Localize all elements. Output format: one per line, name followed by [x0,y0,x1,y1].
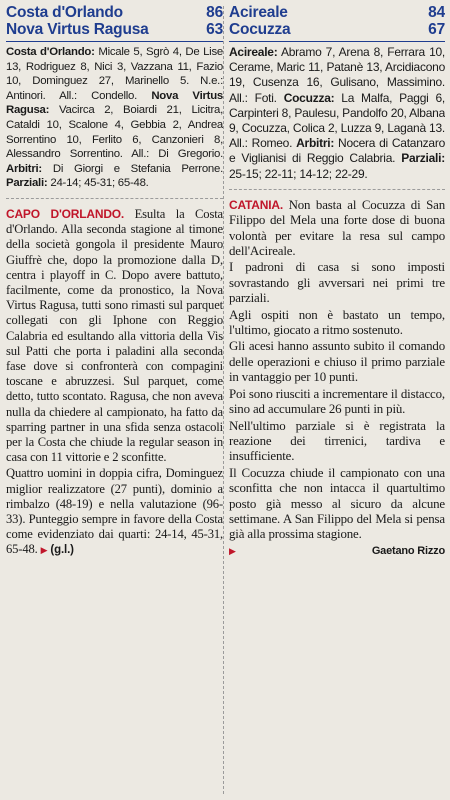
article-text: Non basta al Cocuzza di San Filippo del Mela una forte dose di buona volontà per evitare la resa sul campo dell'Acireale. [229,197,445,259]
team-points: 63 [206,21,223,38]
signature: (g.l.) [50,544,74,557]
team-label: Cocuzza: [283,90,335,105]
byline: Gaetano Rizzo [371,544,445,557]
team-players: Abramo 7, Arena 8, Ferrara 10, Cerame, Maric 11, Patanè 13, Arcidiacono 19, Cusenza 16, Gulisano, Massimino. All.: Foti. [229,45,445,105]
left-column [6,4,223,561]
score-row [6,4,223,21]
team-name: Acireale [229,4,288,21]
byline-row [229,544,445,560]
partials-label: Parziali: [401,151,445,166]
scoreboard-left [6,4,223,38]
article-text: Nell'ultimo parziale si è registrata la reazione dei tirrenici, tardiva e insufficiente. [229,418,445,464]
article-paragraph [229,308,445,339]
tabellino-left [6,45,223,191]
referees: Di Giorgi e Stefania Perrone. [52,162,223,175]
article-paragraph [229,466,445,543]
article-text: I padroni di casa si sono imposti sovrastando gli avversari nei primi tre parziali. [229,260,445,306]
team-points: 67 [428,21,445,38]
team-players: Vacirca 2, Boiardi 21, Licitra, Cataldi 10, Scalone 4, Gebbia 2, Andrea Sorrentino 10, Ferlito 6, Canzonieri 8, Alessandro Sorrentino. All.: Di Gregorio. [6,104,223,161]
referees-label: Arbitri: [6,162,42,175]
article-paragraph [229,198,445,260]
score-row [229,4,445,21]
score-rule [229,41,445,42]
team-label: Nova Virtus Ragusa: [6,89,223,117]
referees: Nocera di Catanzaro e Viglianisi di Reggio Calabria. [229,136,445,166]
article-text: Agli ospiti non è bastato un tempo, l'ultimo, giocato a ritmo sostenuto. [229,307,445,338]
article-text: Quattro uomini in doppia cifra, Dominguez miglior realizzatore (27 punti), dominio a rimbalzo (48-19) e nella valutazione (96-33). Punteggio sempre in favore della Costa come evidenziato dai quarti: 24-14, 45-31, 65-48. [6,466,223,557]
article-left [6,207,223,560]
team-players: La Malfa, Paggi 6, Carpinteri 8, Paulesu, Pandolfo 20, Albana 9, Cocuzza, Colica 2, Luzza 9, Laganà 13. All.: Romeo. [229,90,445,151]
triangle-icon: ▶ [229,546,236,557]
referees-label: Arbitri: [296,136,335,151]
right-column [229,4,445,560]
article-paragraph [229,339,445,385]
partials: 25-15; 22-11; 14-12; 22-29. [229,166,368,181]
team-label: Acireale: [229,45,278,59]
section-rule [229,189,445,190]
column-divider [223,6,224,794]
score-row [229,21,445,38]
section-rule [6,198,223,199]
triangle-icon: ▶ [40,546,48,557]
team-name: Nova Virtus Ragusa [6,21,149,38]
article-text: Il Cocuzza chiude il campionato con una sconfitta che non intacca il quartultimo posto già messo al sicuro da alcune settimane. A San Filippo del Mela si pensa già alla prossima stagione. [229,465,445,542]
article-paragraph [6,207,223,465]
score-rule [6,41,223,42]
team-label: Costa d'Orlando: [6,46,95,58]
article-paragraph [229,260,445,306]
team-points: 84 [428,4,445,21]
article-right [229,198,445,560]
article-text: Poi sono riusciti a incrementare il distacco, sino ad accumulare 26 punti in più. [229,386,445,417]
scoreboard-right [229,4,445,38]
team-points: 86 [206,4,223,21]
article-paragraph [6,466,223,559]
dateline: CATANIA. [229,197,283,212]
dateline: CAPO D'ORLANDO. [6,206,125,221]
article-paragraph [229,387,445,418]
team-name: Cocuzza [229,21,291,38]
article-paragraph [229,419,445,465]
partials: 24-14; 45-31; 65-48. [50,177,149,190]
score-row [6,21,223,38]
team-name: Costa d'Orlando [6,4,123,21]
article-text: Gli acesi hanno assunto subito il comando delle operazioni e chiuso il primo parziale in vantaggio per 10 punti. [229,339,445,385]
article-text: Esulta la Costa d'Orlando. Alla seconda stagione al timone della società gongola il presidente Mauro Giuffrè che, dopo la promozione dalla D, centra i playoff in C. Dopo avere battuto, facilmente, come da pronostico, la Nova Virtus Ragusa, tutti sono rimasti sul parquet collegati con gli Iphone con Reggio Calabria ed esultando alla vittoria della Vis sul Patti che porta i paladini alla seconda fase dove si confronterà con compagini toscane e abruzzesi. Sul parquet, come detto, tutto scontato. Ragusa, che non aveva nulla da chiedere al campionato, ha fatto da sparring partner in una sfida senza ostacoli per la Costa che chiude la regular season in casa con 11 vittorie e 2 sconfitte. [6,206,223,465]
team-players: Micale 5, Sgrò 4, De Lise 13, Rodriguez 8, Nici 3, Vazzana 11, Fazio 10, Dominguez 27, Marinello 5. N.e.: Antinori. All.: Condello. [6,46,223,102]
partials-label: Parziali: [6,177,48,190]
tabellino-right [229,45,445,182]
